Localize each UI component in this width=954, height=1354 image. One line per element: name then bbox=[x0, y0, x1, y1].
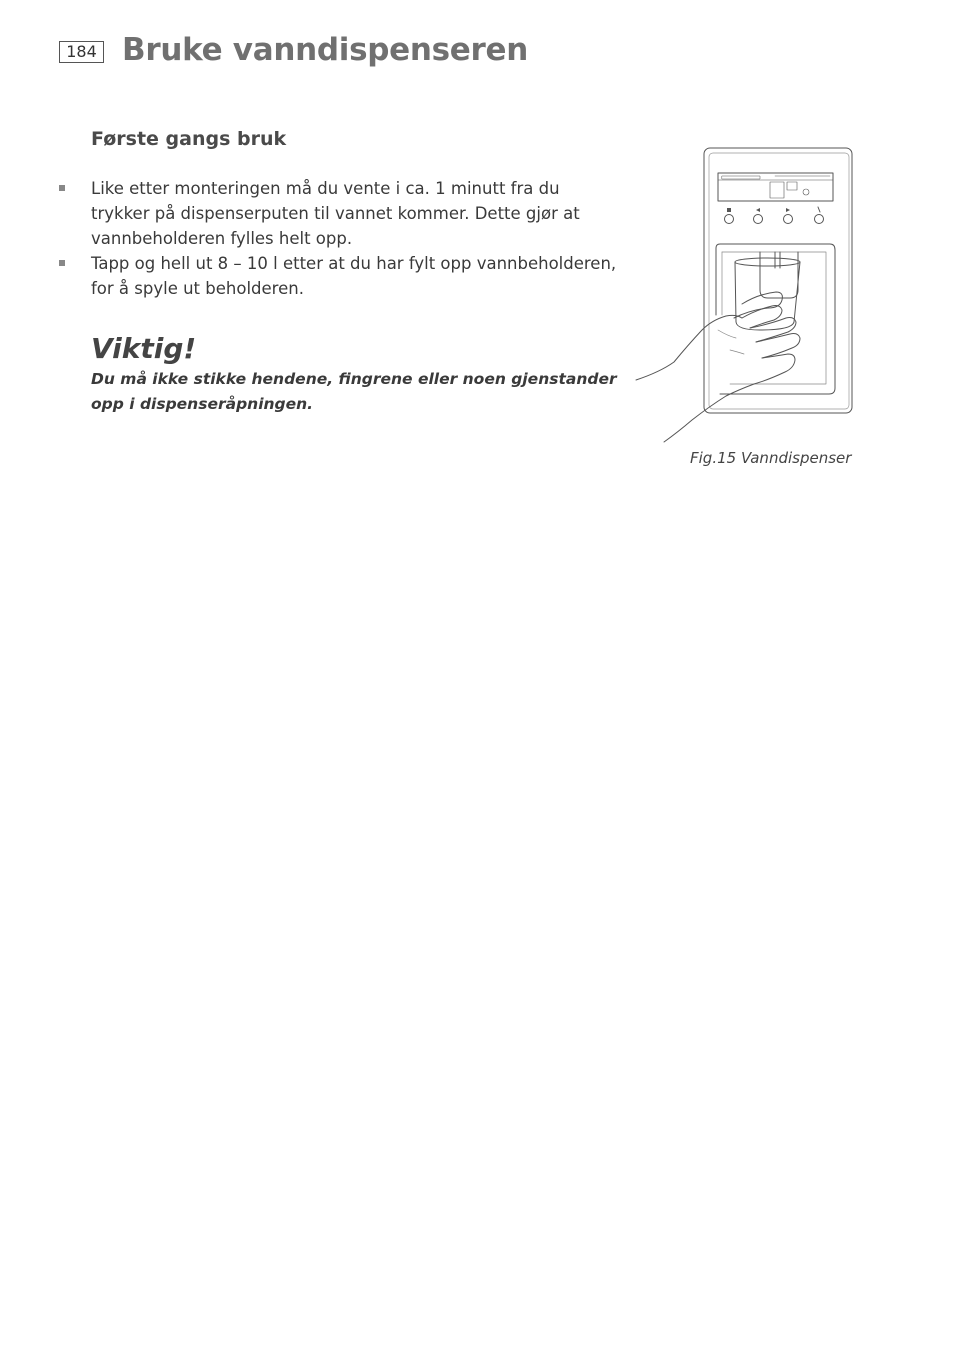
list-item-text: Like etter monteringen må du vente i ca. 1 minutt fra du trykker på dispenserputen til vannet kommer. Dette gjør at vannbeholderen fylles helt opp. bbox=[91, 179, 580, 248]
dispenser-figure bbox=[630, 140, 870, 450]
bullet-icon bbox=[59, 185, 65, 191]
important-heading: Viktig! bbox=[91, 332, 197, 365]
important-warning-text: Du må ikke stikke hendene, fingrene eller noen gjenstander opp i dispenseråpningen. bbox=[91, 370, 617, 413]
page-number: 184 bbox=[59, 41, 104, 63]
instruction-list bbox=[58, 176, 618, 301]
section-heading: Første gangs bruk bbox=[91, 128, 287, 150]
bullet-icon bbox=[59, 260, 65, 266]
list-item bbox=[58, 176, 618, 251]
figure-caption: Fig.15 Vanndispenser bbox=[690, 449, 852, 467]
water-dispenser-illustration bbox=[630, 140, 870, 450]
list-item bbox=[58, 251, 618, 301]
list-item-text: Tapp og hell ut 8 – 10 l etter at du har fylt opp vannbeholderen, for å spyle ut beholderen. bbox=[91, 254, 617, 298]
page-title: Bruke vanndispenseren bbox=[122, 32, 528, 68]
